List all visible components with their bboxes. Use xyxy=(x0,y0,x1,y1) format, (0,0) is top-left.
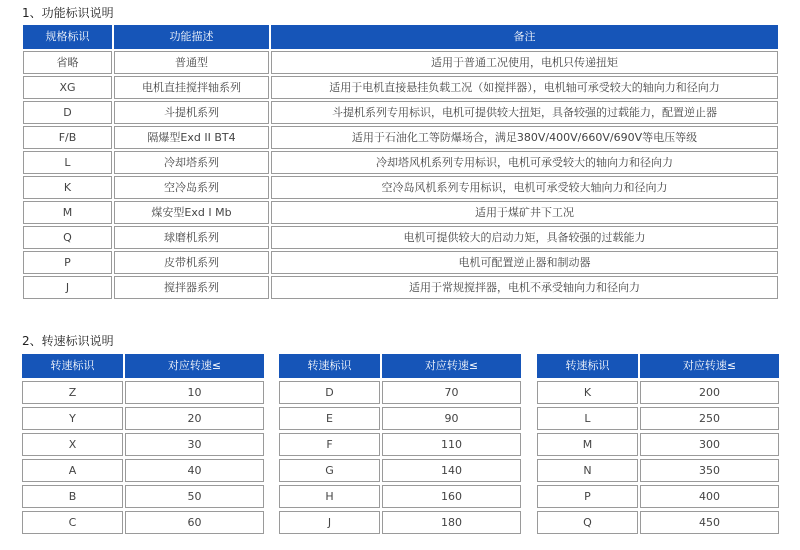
speed-value-cell: 400 xyxy=(640,485,779,508)
speed-value-cell: 200 xyxy=(640,381,779,404)
speed-value-cell: 50 xyxy=(125,485,264,508)
header-remark: 备注 xyxy=(271,25,778,49)
spec-code-cell: 省略 xyxy=(23,51,112,74)
header-speed-value: 对应转速≤ xyxy=(640,354,779,378)
speed-code-cell: Q xyxy=(537,511,638,534)
speed-code-cell: G xyxy=(279,459,380,482)
spec-code-cell: XG xyxy=(23,76,112,99)
table-row xyxy=(22,176,781,201)
function-table xyxy=(22,25,781,301)
speed-value-cell: 350 xyxy=(640,459,779,482)
header-spec-code: 规格标识 xyxy=(23,25,112,49)
header-speed-code: 转速标识 xyxy=(22,354,123,378)
speed-table-3 xyxy=(536,354,780,537)
table-row xyxy=(21,433,265,459)
header-speed-code: 转速标识 xyxy=(537,354,638,378)
speed-code-cell: M xyxy=(537,433,638,456)
speed-value-cell: 30 xyxy=(125,433,264,456)
table-row xyxy=(278,511,522,537)
speed-code-cell: F xyxy=(279,433,380,456)
table-row xyxy=(278,433,522,459)
speed-code-cell: D xyxy=(279,381,380,404)
speed-code-cell: X xyxy=(22,433,123,456)
header-function: 功能描述 xyxy=(114,25,269,49)
table-row xyxy=(536,485,780,511)
section-title-speed: 2、转速标识说明 xyxy=(22,334,114,348)
speed-code-cell: L xyxy=(537,407,638,430)
speed-value-cell: 250 xyxy=(640,407,779,430)
speed-value-cell: 140 xyxy=(382,459,521,482)
function-cell: 隔爆型Exd II BT4 xyxy=(114,126,269,149)
table-row xyxy=(22,101,781,126)
spec-code-cell: P xyxy=(23,251,112,274)
table-row xyxy=(22,51,781,76)
header-speed-value: 对应转速≤ xyxy=(382,354,521,378)
speed-code-cell: Z xyxy=(22,381,123,404)
function-cell: 冷却塔系列 xyxy=(114,151,269,174)
table-row xyxy=(22,126,781,151)
table-row xyxy=(21,381,265,407)
table-row xyxy=(278,459,522,485)
speed-code-cell: J xyxy=(279,511,380,534)
remark-cell: 适用于煤矿井下工况 xyxy=(271,201,778,224)
speed-value-cell: 180 xyxy=(382,511,521,534)
speed-code-cell: Y xyxy=(22,407,123,430)
spec-code-cell: J xyxy=(23,276,112,299)
spec-code-cell: D xyxy=(23,101,112,124)
remark-cell: 空冷岛风机系列专用标识，电机可承受较大轴向力和径向力 xyxy=(271,176,778,199)
speed-value-cell: 300 xyxy=(640,433,779,456)
speed-value-cell: 90 xyxy=(382,407,521,430)
remark-cell: 适用于电机直接悬挂负载工况（如搅拌器），电机轴可承受较大的轴向力和径向力 xyxy=(271,76,778,99)
function-cell: 搅拌器系列 xyxy=(114,276,269,299)
speed-table-1 xyxy=(21,354,265,537)
table-row xyxy=(536,433,780,459)
table-row xyxy=(22,201,781,226)
speed-value-cell: 40 xyxy=(125,459,264,482)
header-speed-code: 转速标识 xyxy=(279,354,380,378)
speed-code-cell: N xyxy=(537,459,638,482)
speed-value-cell: 20 xyxy=(125,407,264,430)
table-row xyxy=(278,407,522,433)
speed-code-cell: E xyxy=(279,407,380,430)
table-row xyxy=(536,459,780,485)
function-cell: 空冷岛系列 xyxy=(114,176,269,199)
spec-code-cell: F/B xyxy=(23,126,112,149)
function-table-body xyxy=(22,51,781,301)
remark-cell: 适用于常规搅拌器，电机不承受轴向力和径向力 xyxy=(271,276,778,299)
header-speed-value: 对应转速≤ xyxy=(125,354,264,378)
remark-cell: 适用于普通工况使用，电机只传递扭矩 xyxy=(271,51,778,74)
function-cell: 斗提机系列 xyxy=(114,101,269,124)
spec-code-cell: L xyxy=(23,151,112,174)
table-row xyxy=(21,485,265,511)
function-cell: 普通型 xyxy=(114,51,269,74)
speed-value-cell: 450 xyxy=(640,511,779,534)
table-row xyxy=(278,381,522,407)
table-row xyxy=(536,511,780,537)
speed-code-cell: C xyxy=(22,511,123,534)
table-row xyxy=(21,407,265,433)
function-cell: 球磨机系列 xyxy=(114,226,269,249)
table-row xyxy=(22,226,781,251)
remark-cell: 电机可配置逆止器和制动器 xyxy=(271,251,778,274)
section-title-function: 1、功能标识说明 xyxy=(22,6,114,20)
table-row xyxy=(21,459,265,485)
table-header-row xyxy=(536,354,780,381)
remark-cell: 电机可提供较大的启动力矩，具备较强的过载能力 xyxy=(271,226,778,249)
table-header-row xyxy=(21,354,265,381)
spec-code-cell: M xyxy=(23,201,112,224)
remark-cell: 适用于石油化工等防爆场合，满足380V/400V/660V/690V等电压等级 xyxy=(271,126,778,149)
table-row xyxy=(278,485,522,511)
speed-value-cell: 160 xyxy=(382,485,521,508)
function-cell: 电机直挂搅拌轴系列 xyxy=(114,76,269,99)
speed-code-cell: K xyxy=(537,381,638,404)
speed-value-cell: 110 xyxy=(382,433,521,456)
speed-code-cell: A xyxy=(22,459,123,482)
table-header-row xyxy=(22,25,781,51)
table-row xyxy=(22,151,781,176)
table-row xyxy=(21,511,265,537)
table-row xyxy=(22,76,781,101)
function-cell: 皮带机系列 xyxy=(114,251,269,274)
speed-value-cell: 60 xyxy=(125,511,264,534)
table-row xyxy=(536,407,780,433)
function-cell: 煤安型Exd I Mb xyxy=(114,201,269,224)
remark-cell: 斗提机系列专用标识，电机可提供较大扭矩，具备较强的过载能力，配置逆止器 xyxy=(271,101,778,124)
table-row xyxy=(22,276,781,301)
speed-code-cell: P xyxy=(537,485,638,508)
table-row xyxy=(536,381,780,407)
remark-cell: 冷却塔风机系列专用标识，电机可承受较大的轴向力和径向力 xyxy=(271,151,778,174)
table-header-row xyxy=(278,354,522,381)
spec-code-cell: Q xyxy=(23,226,112,249)
spec-code-cell: K xyxy=(23,176,112,199)
speed-code-cell: H xyxy=(279,485,380,508)
speed-code-cell: B xyxy=(22,485,123,508)
speed-value-cell: 10 xyxy=(125,381,264,404)
speed-table-2 xyxy=(278,354,522,537)
table-row xyxy=(22,251,781,276)
speed-value-cell: 70 xyxy=(382,381,521,404)
